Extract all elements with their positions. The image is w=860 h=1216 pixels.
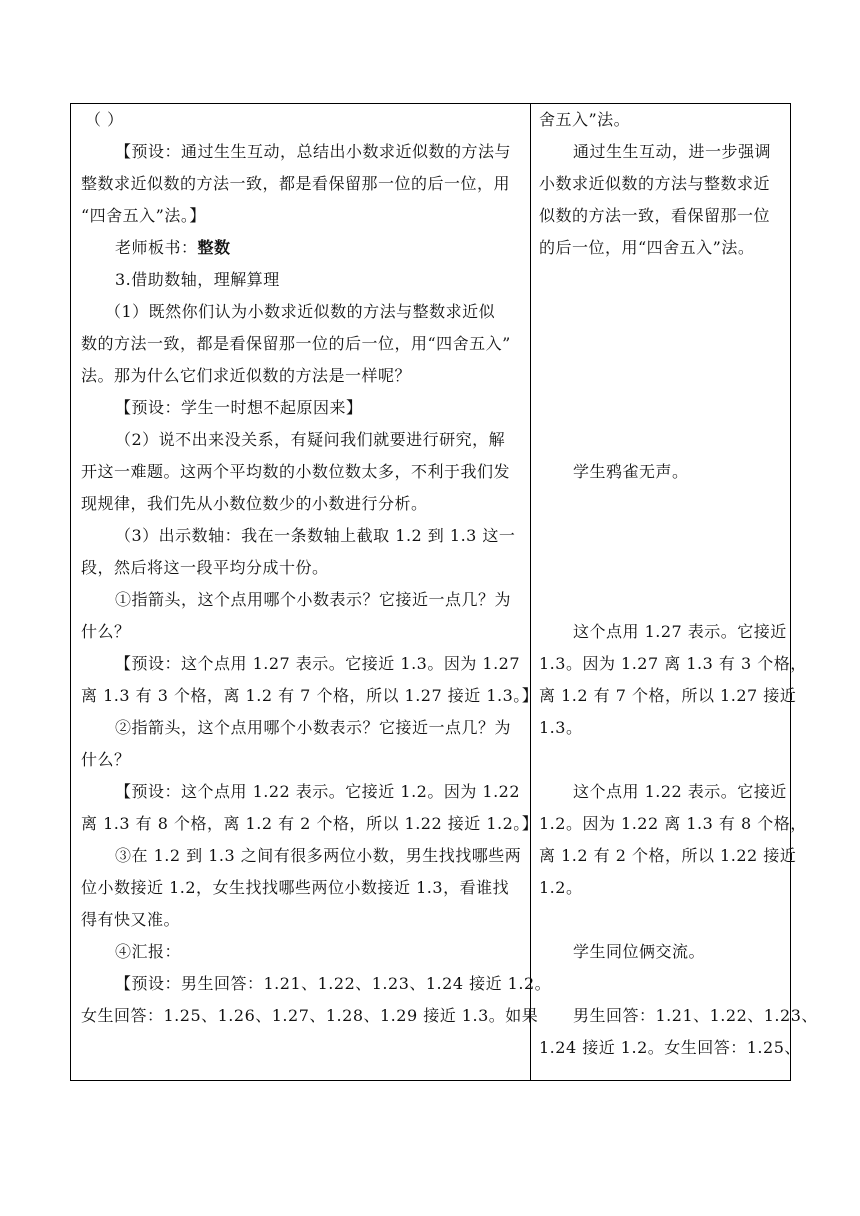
text-line: 段，然后将这一段平均分成十份。 — [81, 558, 329, 577]
text-line: 的后一位，用“四舍五入”法。 — [539, 238, 755, 257]
board-writing-line — [81, 232, 526, 264]
text-line: 位小数接近 1.2，女生找找哪些两位小数接近 1.3，看谁找 — [81, 878, 510, 897]
text-line: 男生回答：1.21、1.22、1.23、 — [573, 1006, 818, 1025]
text-line: 【预设：这个点用 1.27 表示。它接近 1.3。因为 1.27 — [115, 654, 521, 673]
column-divider — [530, 104, 531, 1080]
text-line: ①指箭头，这个点用哪个小数表示？它接近一点几？为 — [115, 590, 512, 609]
text-line: 什么？ — [81, 750, 131, 769]
text-line: 学生同位俩交流。 — [573, 942, 706, 961]
text-line: 通过生生互动，进一步强调 — [573, 142, 772, 161]
text-line: （2）说不出来没关系，有疑问我们就要进行研究，解 — [115, 430, 506, 449]
text-line: ③在 1.2 到 1.3 之间有很多两位小数，男生找找哪些两 — [115, 846, 522, 865]
text-line: （3）出示数轴：我在一条数轴上截取 1.2 到 1.3 这一 — [115, 526, 516, 545]
text-line: 现规律，我们先从小数位数少的小数进行分析。 — [81, 494, 428, 513]
text-line: 舍五入”法。 — [539, 110, 631, 129]
text-line: 数的方法一致，都是看保留那一位的后一位，用“四舍五入” — [81, 334, 511, 353]
text-line: 法。那为什么它们求近似数的方法是一样呢？ — [81, 366, 412, 385]
text-line: 【预设：这个点用 1.22 表示。它接近 1.2。因为 1.22 — [115, 782, 521, 801]
text-line: 【预设：通过生生互动，总结出小数求近似数的方法与 — [115, 142, 512, 161]
lesson-plan-table — [70, 103, 818, 1081]
teacher-activity-column — [81, 104, 552, 1080]
text-line: 似数的方法一致，看保留那一位 — [539, 206, 771, 225]
text-line: 1.3。因为 1.27 离 1.3 有 3 个格， — [539, 654, 807, 673]
text-line: “四舍五入”法。】 — [81, 206, 206, 225]
text-line: 1.2。 — [539, 878, 583, 897]
text-line: 离 1.2 有 7 个格，所以 1.27 接近 — [539, 686, 797, 705]
text-line: 离 1.2 有 2 个格，所以 1.22 接近 — [539, 846, 797, 865]
text-line: 女生回答：1.25、1.26、1.27、1.28、1.29 接近 1.3。如果 — [81, 1006, 539, 1025]
board-writing-label: 老师板书： — [115, 238, 198, 257]
student-activity-column — [539, 104, 818, 1080]
text-line: 1.2。因为 1.22 离 1.3 有 8 个格， — [539, 814, 807, 833]
text-line: 这个点用 1.27 表示。它接近 — [573, 622, 787, 641]
text-line: ④汇报： — [115, 942, 182, 961]
text-line: 得有快又准。 — [81, 910, 181, 929]
text-line: 小数求近似数的方法与整数求近 — [539, 174, 771, 193]
text-line: 什么？ — [81, 622, 131, 641]
text-line: （1）既然你们认为小数求近似数的方法与整数求近似 — [105, 302, 496, 321]
text-line: 学生鸦雀无声。 — [573, 462, 689, 481]
text-line: ②指箭头，这个点用哪个小数表示？它接近一点几？为 — [115, 718, 512, 737]
text-line: 开这一难题。这两个平均数的小数位数太多，不利于我们发 — [81, 462, 511, 481]
text-line: （ ） — [85, 110, 124, 129]
text-line: 离 1.3 有 8 个格，离 1.2 有 2 个格，所以 1.22 接近 1.2。】 — [81, 814, 539, 833]
text-line: 【预设：学生一时想不起原因来】 — [115, 398, 363, 417]
text-line: 整数求近似数的方法一致，都是看保留那一位的后一位，用 — [81, 174, 511, 193]
section-heading: 3.借助数轴，理解算理 — [115, 270, 280, 289]
text-line: 1.24 接近 1.2。女生回答：1.25、 — [539, 1038, 801, 1057]
text-line: 离 1.3 有 3 个格，离 1.2 有 7 个格，所以 1.27 接近 1.3。】 — [81, 686, 539, 705]
text-line: 1.3。 — [539, 718, 583, 737]
text-line: 【预设：男生回答：1.21、1.22、1.23、1.24 接近 1.2。 — [115, 974, 552, 993]
board-writing-content: 整数 — [197, 238, 231, 257]
text-line: 这个点用 1.22 表示。它接近 — [573, 782, 787, 801]
